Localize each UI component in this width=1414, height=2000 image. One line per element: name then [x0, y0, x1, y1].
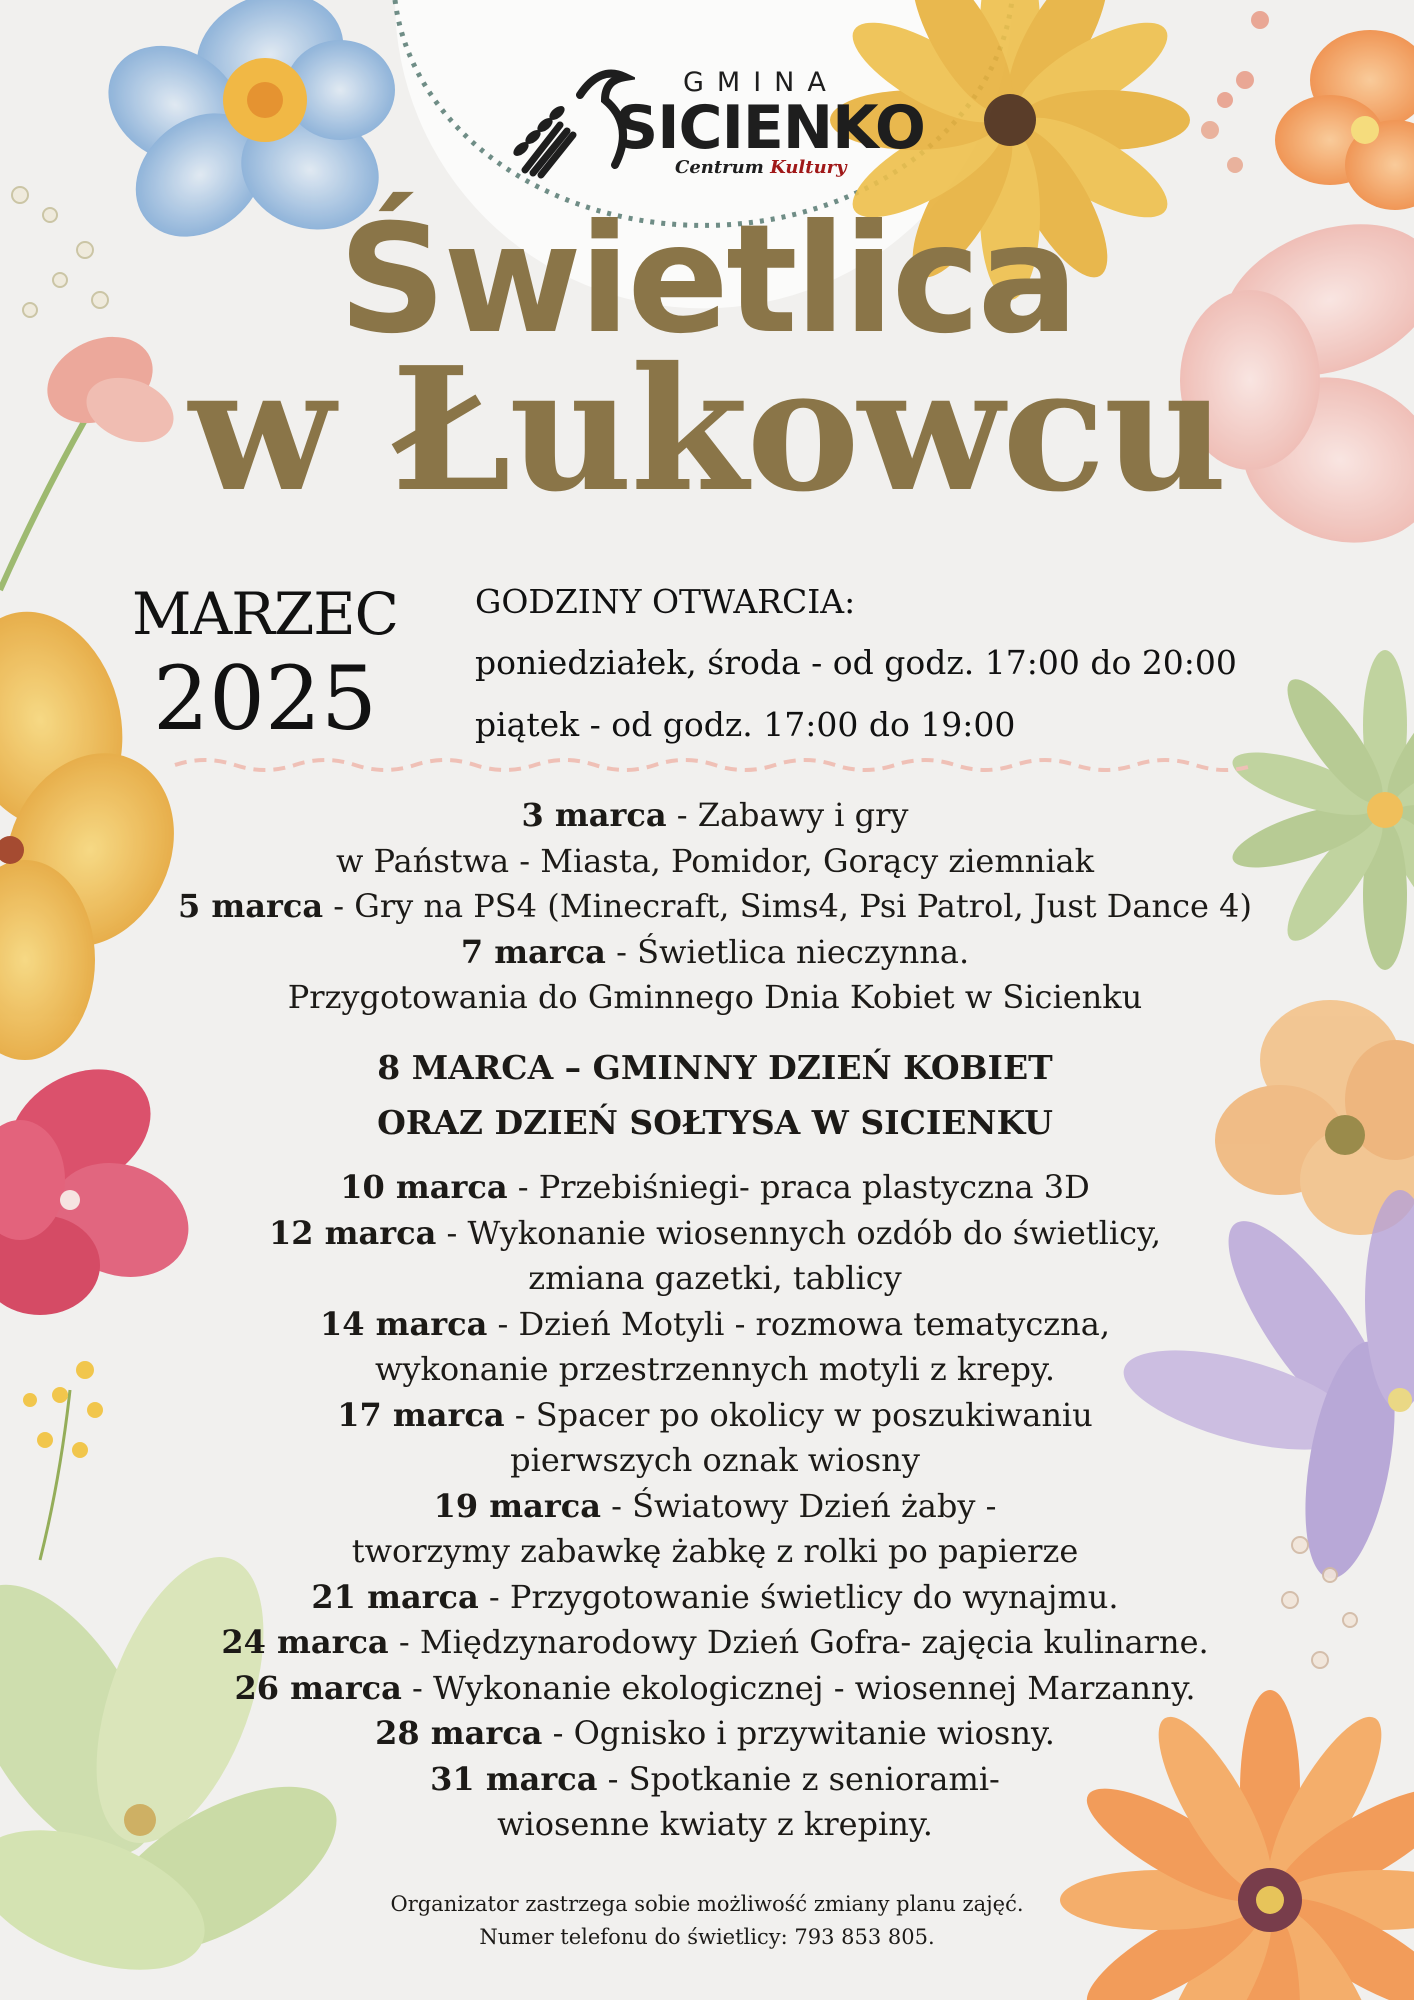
- schedule-item: [70, 839, 1360, 885]
- footer: [0, 1888, 1414, 1954]
- special-event: [70, 1040, 1360, 1150]
- footer-disclaimer: Organizator zastrzega sobie możliwość zmiany planu zajęć.: [390, 1892, 1024, 1916]
- schedule-text: - Międzynarodowy Dzień Gofra- zajęcia kulinarne.: [388, 1623, 1209, 1661]
- schedule-text: - Wykonanie wiosennych ozdób do świetlicy,: [436, 1213, 1161, 1252]
- schedule-date: 12 marca: [269, 1213, 437, 1252]
- logo-subtitle: [675, 157, 847, 178]
- schedule-item: [70, 884, 1360, 930]
- title-line-2: w Łukowcu: [188, 330, 1226, 530]
- schedule-text: - Ognisko i przywitanie wiosny.: [542, 1714, 1055, 1752]
- schedule-item: [70, 1666, 1360, 1712]
- schedule-text: - Światowy Dzień żaby -: [600, 1486, 997, 1525]
- schedule-item: [70, 1529, 1360, 1575]
- schedule-date: 7 marca: [460, 932, 606, 971]
- schedule-list-b: [70, 1165, 1360, 1848]
- footer-phone: Numer telefonu do świetlicy: 793 853 805.: [479, 1925, 935, 1949]
- schedule-text: - Spotkanie z seniorami-: [597, 1759, 1000, 1798]
- schedule-date: 21 marca: [311, 1577, 479, 1616]
- logo-name-text: SICIENKO: [615, 93, 925, 163]
- schedule-text: - Zabawy i gry: [666, 796, 909, 834]
- schedule-text: zmiana gazetki, tablicy: [528, 1259, 902, 1297]
- schedule-item: [70, 1256, 1360, 1302]
- schedule-date: 3 marca: [521, 796, 667, 834]
- opening-hours-line-1: poniedziałek, środa - od godz. 17:00 do 20:00: [475, 643, 1237, 682]
- schedule-text: pierwszych oznak wiosny: [510, 1441, 920, 1479]
- schedule-date: 10 marca: [340, 1168, 508, 1206]
- schedule-date: 24 marca: [221, 1623, 389, 1661]
- schedule-item: [70, 975, 1360, 1021]
- schedule-item: [70, 930, 1360, 976]
- schedule-item: [70, 1484, 1360, 1530]
- opening-hours-title: GODZINY OTWARCIA:: [475, 582, 856, 621]
- schedule-item: [70, 1165, 1360, 1211]
- title-line-1: Świetlica: [338, 193, 1076, 367]
- schedule-item: [70, 1393, 1360, 1439]
- schedule-item: [70, 1757, 1360, 1803]
- schedule-text: - Przygotowanie świetlicy do wynajmu.: [478, 1577, 1119, 1616]
- special-event-line-1: 8 MARCA – GMINNY DZIEŃ KOBIET: [377, 1048, 1053, 1087]
- schedule-item: [70, 793, 1360, 839]
- gmina-logo: [505, 45, 925, 195]
- schedule-item: [70, 1438, 1360, 1484]
- month-label: MARZEC: [132, 580, 398, 648]
- schedule-text: - Przebiśniegi- praca plastyczna 3D: [507, 1168, 1090, 1206]
- schedule-item: [70, 1575, 1360, 1621]
- schedule-date: 31 marca: [430, 1759, 598, 1798]
- schedule-date: 26 marca: [234, 1668, 402, 1707]
- schedule-date: 14 marca: [319, 1304, 488, 1343]
- schedule-item: [70, 1347, 1360, 1393]
- special-event-line-2: ORAZ DZIEŃ SOŁTYSA W SICIENKU: [377, 1103, 1053, 1142]
- schedule-text: Przygotowania do Gminnego Dnia Kobiet w Sicienku: [287, 978, 1143, 1016]
- schedule-item: [70, 1211, 1360, 1257]
- orange-flower-icon: [1201, 11, 1414, 210]
- schedule-text: - Gry na PS4 (Minecraft, Sims4, Psi Patrol, Just Dance 4): [323, 887, 1252, 925]
- schedule-text: - Wykonanie ekologicznej - wiosennej Marzanny.: [401, 1668, 1196, 1707]
- schedule-text: w Państwa - Miasta, Pomidor, Gorący ziemniak: [335, 841, 1095, 880]
- logo-subtitle-a: Centrum: [675, 157, 764, 178]
- schedule-date: 28 marca: [375, 1714, 543, 1752]
- schedule-item: [70, 1620, 1360, 1666]
- schedule-text: wykonanie przestrzennych motyli z krepy.: [374, 1350, 1056, 1388]
- schedule-text: tworzymy zabawkę żabkę z rolki po papierze: [351, 1532, 1079, 1570]
- schedule-item: [70, 1802, 1360, 1848]
- schedule-item: [70, 1711, 1360, 1757]
- schedule-date: 17 marca: [337, 1395, 505, 1434]
- schedule-text: wiosenne kwiaty z krepiny.: [497, 1805, 933, 1843]
- year-label: 2025: [153, 647, 377, 750]
- schedule-date: 5 marca: [178, 887, 324, 925]
- schedule-text: - Dzień Motyli - rozmowa tematyczna,: [487, 1304, 1111, 1343]
- logo-subtitle-b: Kultury: [770, 157, 847, 178]
- opening-hours-line-2: piątek - od godz. 17:00 do 19:00: [475, 705, 1016, 744]
- schedule-list-a: [70, 793, 1360, 1021]
- schedule-item: [70, 1302, 1360, 1348]
- wavy-separator: [175, 760, 1255, 770]
- logo-gmina-text: GMINA: [683, 67, 839, 98]
- schedule-text: - Spacer po okolicy w poszukiwaniu: [504, 1395, 1093, 1434]
- schedule-text: - Świetlica nieczynna.: [605, 932, 970, 971]
- schedule-date: 19 marca: [433, 1486, 601, 1525]
